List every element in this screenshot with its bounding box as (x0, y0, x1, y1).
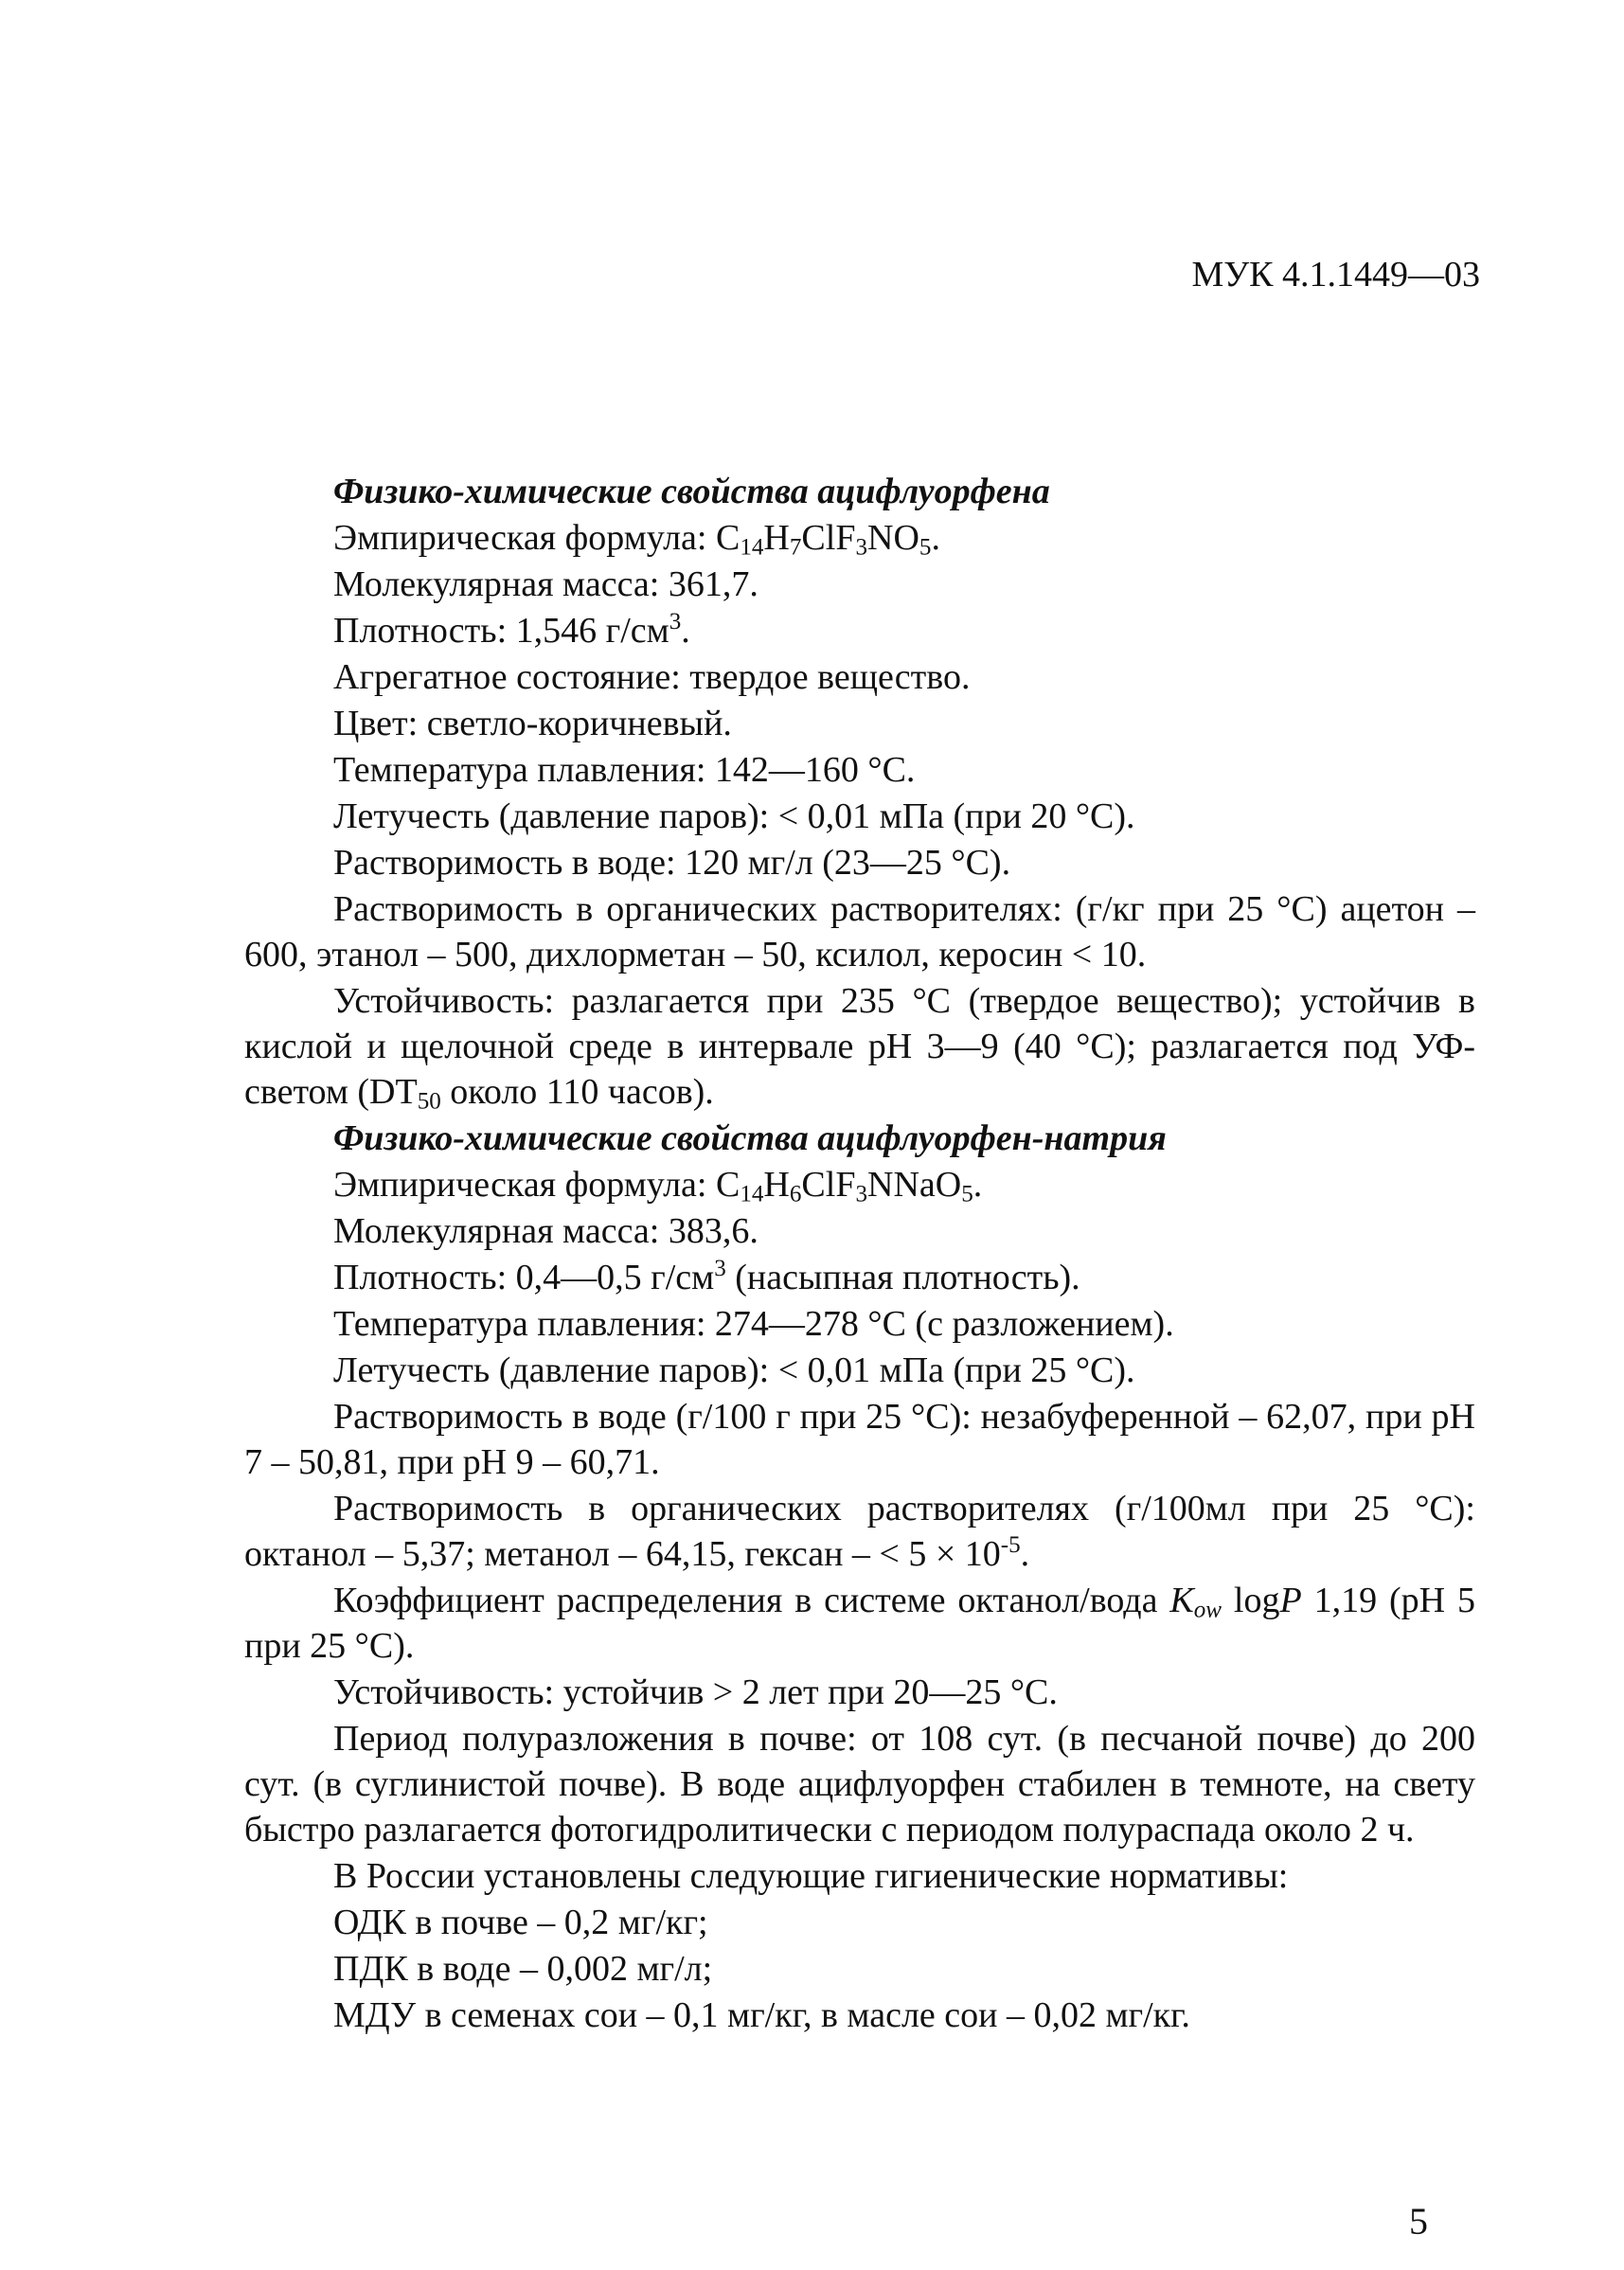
document-body (244, 469, 1475, 2039)
stability: Устойчивость: устойчив > 2 лет при 20—25 °С. (333, 1672, 1058, 1712)
melting-point: Температура плавления: 142—160 °С. (333, 750, 916, 790)
molar-mass: Молекулярная масса: 383,6. (333, 1211, 758, 1251)
aggregate-state: Агрегатное состояние: твердое вещество. (333, 657, 971, 697)
empirical-formula: Эмпирическая формула: $C_{14}H_7ClF_3NO_5$. (333, 518, 940, 561)
section-title-acifluorfen-sodium: Физико-химические свойства ацифлуорфен-натрия (333, 1118, 1167, 1158)
organic-solubility: Растворимость в органических растворителях: (г/кг при 25 °С) ацетон – 600, этанол – 500, дихлорметан – 50, ксилол, керосин < 10. (244, 889, 1475, 974)
document-code: МУК 4.1.1449—03 (1191, 255, 1480, 295)
norm-item: ПДК в воде – 0,002 мг/л; (333, 1949, 713, 1989)
norm-item: ОДК в почве – 0,2 мг/кг; (333, 1903, 708, 1942)
density: Плотность: 0,4—0,5 $г/см^3$ (насыпная плотность). (333, 1256, 1080, 1297)
volatility: Летучесть (давление паров): < 0,01 мПа (при 25 °С). (333, 1350, 1135, 1390)
page-number: 5 (1409, 2200, 1428, 2243)
half-life: Период полуразложения в почве: от 108 сут. (в песчаной почве) до 200 сут. (в суглинистой почве). В воде ацифлуорфен стабилен в темноте, на свету быстро разлагается фотогидролитически с периодом полураспада около 2 ч. (244, 1719, 1475, 1850)
empirical-formula: Эмпирическая формула: $C_{14}H_6ClF_3NNaO_5$. (333, 1165, 983, 1207)
water-solubility: Растворимость в воде: 120 мг/л (23—25 °С). (333, 843, 1011, 883)
partition-coefficient: Коэффициент распределения в системе октанол/вода $K_{ow}$ logP 1,19 (pH 5 при 25 °С). (244, 1581, 1475, 1666)
color: Цвет: светло-коричневый. (333, 704, 732, 743)
volatility: Летучесть (давление паров): < 0,01 мПа (при 20 °С). (333, 796, 1135, 836)
molar-mass: Молекулярная масса: 361,7. (333, 564, 758, 604)
norms-intro: В России установлены следующие гигиенические нормативы: (333, 1856, 1289, 1896)
density: Плотность: 1,546 $г/см^3$. (333, 609, 690, 651)
section-title-acifluorfen: Физико-химические свойства ацифлуорфена (333, 472, 1050, 511)
stability: Устойчивость: разлагается при 235 °С (твердое вещество); устойчив в кислой и щелочной среде в интервале pH 3—9 (40 °С); разлагается под УФ-светом ($DT_{50}$ около 110 часов). (244, 981, 1475, 1115)
norm-item: МДУ в семенах сои – 0,1 мг/кг, в масле сои – 0,02 мг/кг. (333, 1995, 1190, 2035)
organic-solubility: Растворимость в органических растворителях (г/100мл при 25 °С): октанол – 5,37; метанол – 64,15, гексан – < $5 \times 10^{-5}$. (244, 1489, 1475, 1574)
water-solubility: Растворимость в воде (г/100 г при 25 °С): незабуференной – 62,07, при pH 7 – 50,81, при pH 9 – 60,71. (244, 1397, 1475, 1482)
melting-point: Температура плавления: 274—278 °С (с разложением). (333, 1304, 1174, 1344)
